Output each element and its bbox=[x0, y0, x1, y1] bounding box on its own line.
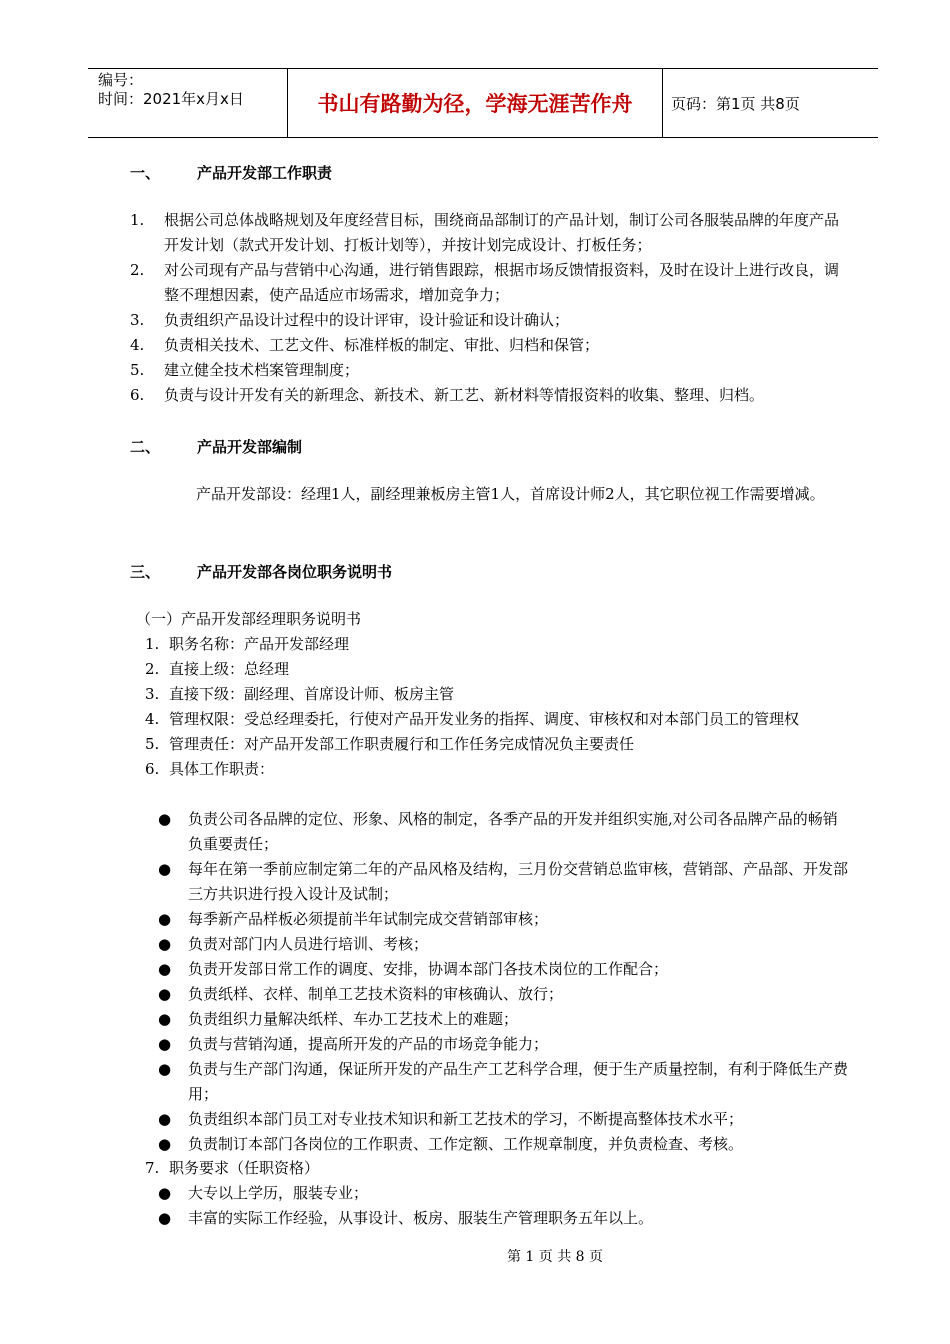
bullet-item bbox=[158, 1007, 848, 1032]
bullet-text: 负责组织本部门员工对专业技术知识和新工艺技术的学习，不断提高整体技术水平； bbox=[188, 1110, 744, 1128]
bullet-item bbox=[158, 982, 848, 1007]
item-number: 2. bbox=[145, 660, 160, 678]
item-number: 4. bbox=[145, 710, 160, 728]
bullet-icon: ● bbox=[158, 910, 172, 928]
list-item bbox=[130, 358, 840, 383]
header-left-cell bbox=[88, 69, 288, 137]
item-number: 3. bbox=[145, 685, 160, 703]
item-number: 5. bbox=[145, 735, 160, 753]
requirements-heading bbox=[145, 1156, 845, 1181]
list-item bbox=[145, 732, 845, 757]
bullet-item bbox=[158, 807, 848, 857]
item-number: 6. bbox=[145, 760, 160, 778]
bullet-item bbox=[158, 1206, 848, 1231]
bullet-text: 负责与营销沟通，提高所开发的产品的市场竞争能力； bbox=[188, 1035, 549, 1053]
duty-bullet-list bbox=[158, 807, 848, 1157]
item-number: 2. bbox=[130, 261, 145, 279]
number-label: 编号： bbox=[98, 71, 144, 89]
bullet-text: 负责公司各品牌的定位、形象、风格的制定，各季产品的开发并组织实施,对公司各品牌产品的畅销负重要责任； bbox=[188, 810, 838, 853]
section-heading-3 bbox=[130, 561, 392, 582]
list-item bbox=[130, 333, 840, 358]
item-text: 负责相关技术、工艺文件、标准样板的制定、审批、归档和保管； bbox=[164, 336, 600, 354]
bullet-item bbox=[158, 1132, 848, 1157]
bullet-item bbox=[158, 957, 848, 982]
bullet-item bbox=[158, 857, 848, 907]
section-number: 三、 bbox=[130, 563, 161, 581]
section-title: 产品开发部工作职责 bbox=[197, 164, 333, 182]
staffing-paragraph: 产品开发部设：经理1人，副经理兼板房主管1人，首席设计师2人，其它职位视工作需要增减。 bbox=[196, 485, 825, 503]
page-footer bbox=[0, 1246, 950, 1266]
item-text: 根据公司总体战略规划及年度经营目标，围绕商品部制订的产品计划，制订公司各服装品牌的年度产品开发计划（款式开发计划、打板计划等），并按计划完成设计、打板任务； bbox=[164, 211, 840, 254]
list-item bbox=[145, 1156, 845, 1181]
list-item bbox=[130, 383, 840, 408]
bullet-text: 负责与生产部门沟通，保证所开发的产品生产工艺科学合理，便于生产质量控制，有利于降低生产费用； bbox=[188, 1060, 849, 1103]
section-title: 产品开发部编制 bbox=[197, 438, 303, 456]
time-label: 时间：2021年x月x日 bbox=[98, 90, 244, 108]
bullet-icon: ● bbox=[158, 960, 172, 978]
bullet-icon: ● bbox=[158, 1110, 172, 1128]
page-label: 页码：第1页 共8页 bbox=[671, 94, 800, 113]
section-number: 二、 bbox=[130, 438, 161, 456]
list-item bbox=[145, 707, 845, 732]
footer-page-number: 第 1 页 共 8 页 bbox=[506, 1249, 604, 1265]
item-text: 负责组织产品设计过程中的设计评审，设计验证和设计确认； bbox=[164, 311, 570, 329]
item-text: 直接上级：总经理 bbox=[169, 660, 290, 678]
bullet-text: 每年在第一季前应制定第二年的产品风格及结构，三月份交营销总监审核，营销部、产品部、开发部三方共识进行投入设计及试制； bbox=[188, 860, 849, 903]
bullet-text: 负责开发部日常工作的调度、安排，协调本部门各技术岗位的工作配合； bbox=[188, 960, 669, 978]
item-text: 具体工作职责： bbox=[169, 760, 275, 778]
list-item bbox=[145, 632, 845, 657]
bullet-icon: ● bbox=[158, 1035, 172, 1053]
item-number: 1. bbox=[130, 211, 145, 229]
bullet-text: 负责制订本部门各岗位的工作职责、工作定额、工作规章制度，并负责检查、考核。 bbox=[188, 1135, 744, 1153]
list-item bbox=[145, 657, 845, 682]
bullet-icon: ● bbox=[158, 935, 172, 953]
item-number: 3. bbox=[130, 311, 145, 329]
item-number: 1. bbox=[145, 635, 160, 653]
bullet-text: 丰富的实际工作经验，从事设计、板房、服装生产管理职务五年以上。 bbox=[188, 1209, 654, 1227]
section-heading-2 bbox=[130, 436, 302, 457]
list-item bbox=[145, 757, 845, 782]
duty-list bbox=[130, 208, 840, 408]
bullet-item bbox=[158, 1032, 848, 1057]
bullet-icon: ● bbox=[158, 1060, 172, 1078]
bullet-icon: ● bbox=[158, 860, 172, 878]
bullet-icon: ● bbox=[158, 810, 172, 828]
bullet-icon: ● bbox=[158, 1010, 172, 1028]
section-number: 一、 bbox=[130, 164, 161, 182]
requirements-bullet-list bbox=[158, 1181, 848, 1231]
item-text: 管理权限：受总经理委托，行使对产品开发业务的指挥、调度、审核权和对本部门员工的管理权 bbox=[169, 710, 800, 728]
bullet-item bbox=[158, 907, 848, 932]
section-title: 产品开发部各岗位职务说明书 bbox=[197, 563, 393, 581]
bullet-item bbox=[158, 1181, 848, 1206]
item-text: 直接下级：副经理、首席设计师、板房主管 bbox=[169, 685, 455, 703]
item-text: 建立健全技术档案管理制度； bbox=[164, 361, 360, 379]
item-number: 5. bbox=[130, 361, 145, 379]
bullet-icon: ● bbox=[158, 1209, 172, 1227]
item-text: 对公司现有产品与营销中心沟通，进行销售跟踪，根据市场反馈情报资料，及时在设计上进行改良，调整不理想因素，使产品适应市场需求，增加竞争力； bbox=[164, 261, 840, 304]
item-text: 负责与设计开发有关的新理念、新技术、新工艺、新材料等情报资料的收集、整理、归档。 bbox=[164, 386, 765, 404]
header-table bbox=[88, 68, 878, 138]
bullet-text: 负责对部门内人员进行培训、考核； bbox=[188, 935, 429, 953]
bullet-text: 每季新产品样板必须提前半年试制完成交营销部审核； bbox=[188, 910, 549, 928]
bullet-text: 大专以上学历，服装专业； bbox=[188, 1184, 369, 1202]
list-item bbox=[130, 308, 840, 333]
bullet-text: 负责组织力量解决纸样、车办工艺技术上的难题； bbox=[188, 1010, 519, 1028]
list-item bbox=[145, 682, 845, 707]
bullet-text: 负责纸样、衣样、制单工艺技术资料的审核确认、放行； bbox=[188, 985, 564, 1003]
item-text: 管理责任：对产品开发部工作职责履行和工作任务完成情况负主要责任 bbox=[169, 735, 635, 753]
bullet-icon: ● bbox=[158, 985, 172, 1003]
bullet-icon: ● bbox=[158, 1184, 172, 1202]
list-item bbox=[130, 258, 840, 308]
bullet-item bbox=[158, 932, 848, 957]
bullet-icon: ● bbox=[158, 1135, 172, 1153]
job-description-list bbox=[145, 632, 845, 782]
item-number: 6. bbox=[130, 386, 145, 404]
bullet-item bbox=[158, 1107, 848, 1132]
bullet-item bbox=[158, 1057, 848, 1107]
item-number: 4. bbox=[130, 336, 145, 354]
motto: 书山有路勤为径，学海无涯苦作舟 bbox=[288, 69, 663, 137]
item-text: 职务要求（任职资格） bbox=[169, 1159, 320, 1177]
item-text: 职务名称：产品开发部经理 bbox=[169, 635, 350, 653]
section-heading-1 bbox=[130, 162, 332, 183]
subsection-title: （一）产品开发部经理职务说明书 bbox=[136, 610, 362, 628]
list-item bbox=[130, 208, 840, 258]
item-number: 7. bbox=[145, 1159, 160, 1177]
